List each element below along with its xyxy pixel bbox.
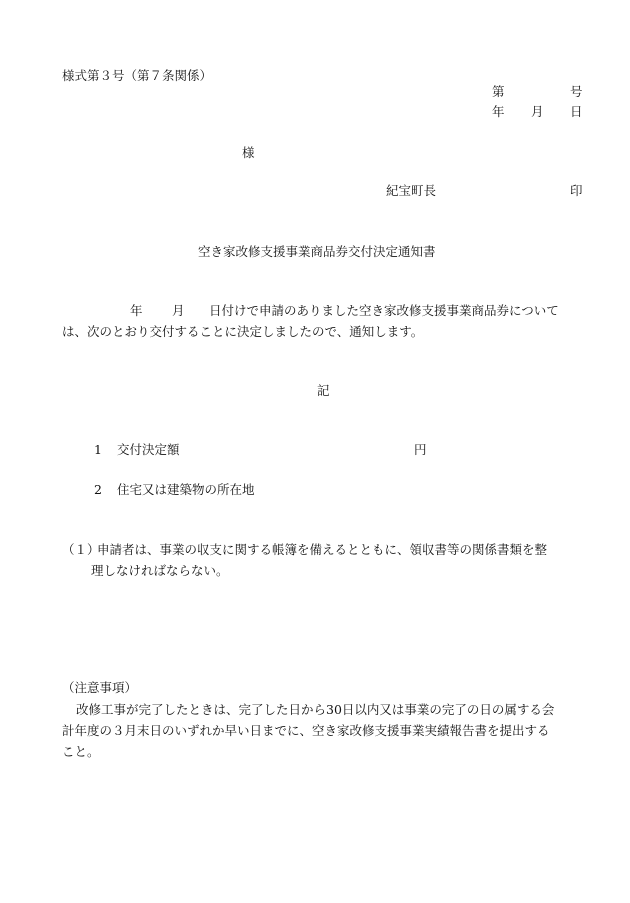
number-prefix: 第 [492,84,505,99]
condition-line2: 理しなければならない。 [91,563,229,578]
date-year: 年 [492,104,505,119]
item-1-number: 1 [94,442,102,457]
notes-line2: 計年度の３月末日のいずれか早い日までに、空き家改修支援事業実績報告書を提出する [62,723,550,738]
item-2-label: 住宅又は建築物の所在地 [117,482,255,497]
notes-line1: 改修工事が完了したときは、完了した日から30日以内又は事業の完了の日の属する会 [76,702,555,717]
item-2-number: 2 [94,482,102,497]
body-month: 月 [172,303,185,318]
notes-heading: （注意事項） [62,680,138,695]
number-suffix: 号 [570,84,583,99]
issuer-seal: 印 [570,183,583,198]
body-year: 年 [130,303,143,318]
notes-line3: こと。 [62,744,100,759]
condition-marker: （１） [62,542,100,557]
issuer-name: 紀宝町長 [386,183,437,198]
ki-heading: 記 [317,383,330,398]
date-day: 日 [570,104,583,119]
condition-line1: 申請者は、事業の収支に関する帳簿を備えるとともに、領収書等の関係書類を整 [97,542,548,557]
document-title: 空き家改修支援事業商品券交付決定通知書 [198,244,436,259]
body-day-text: 日付けで申請のありました空き家改修支援事業商品券について [209,303,559,318]
body-line2: は、次のとおり交付することに決定しましたので、通知します。 [62,324,424,339]
addressee-suffix: 様 [242,145,255,160]
date-month: 月 [531,104,544,119]
item-1-unit: 円 [414,442,427,457]
form-label: 様式第３号（第７条関係） [62,68,213,83]
item-1-label: 交付決定額 [117,442,180,457]
